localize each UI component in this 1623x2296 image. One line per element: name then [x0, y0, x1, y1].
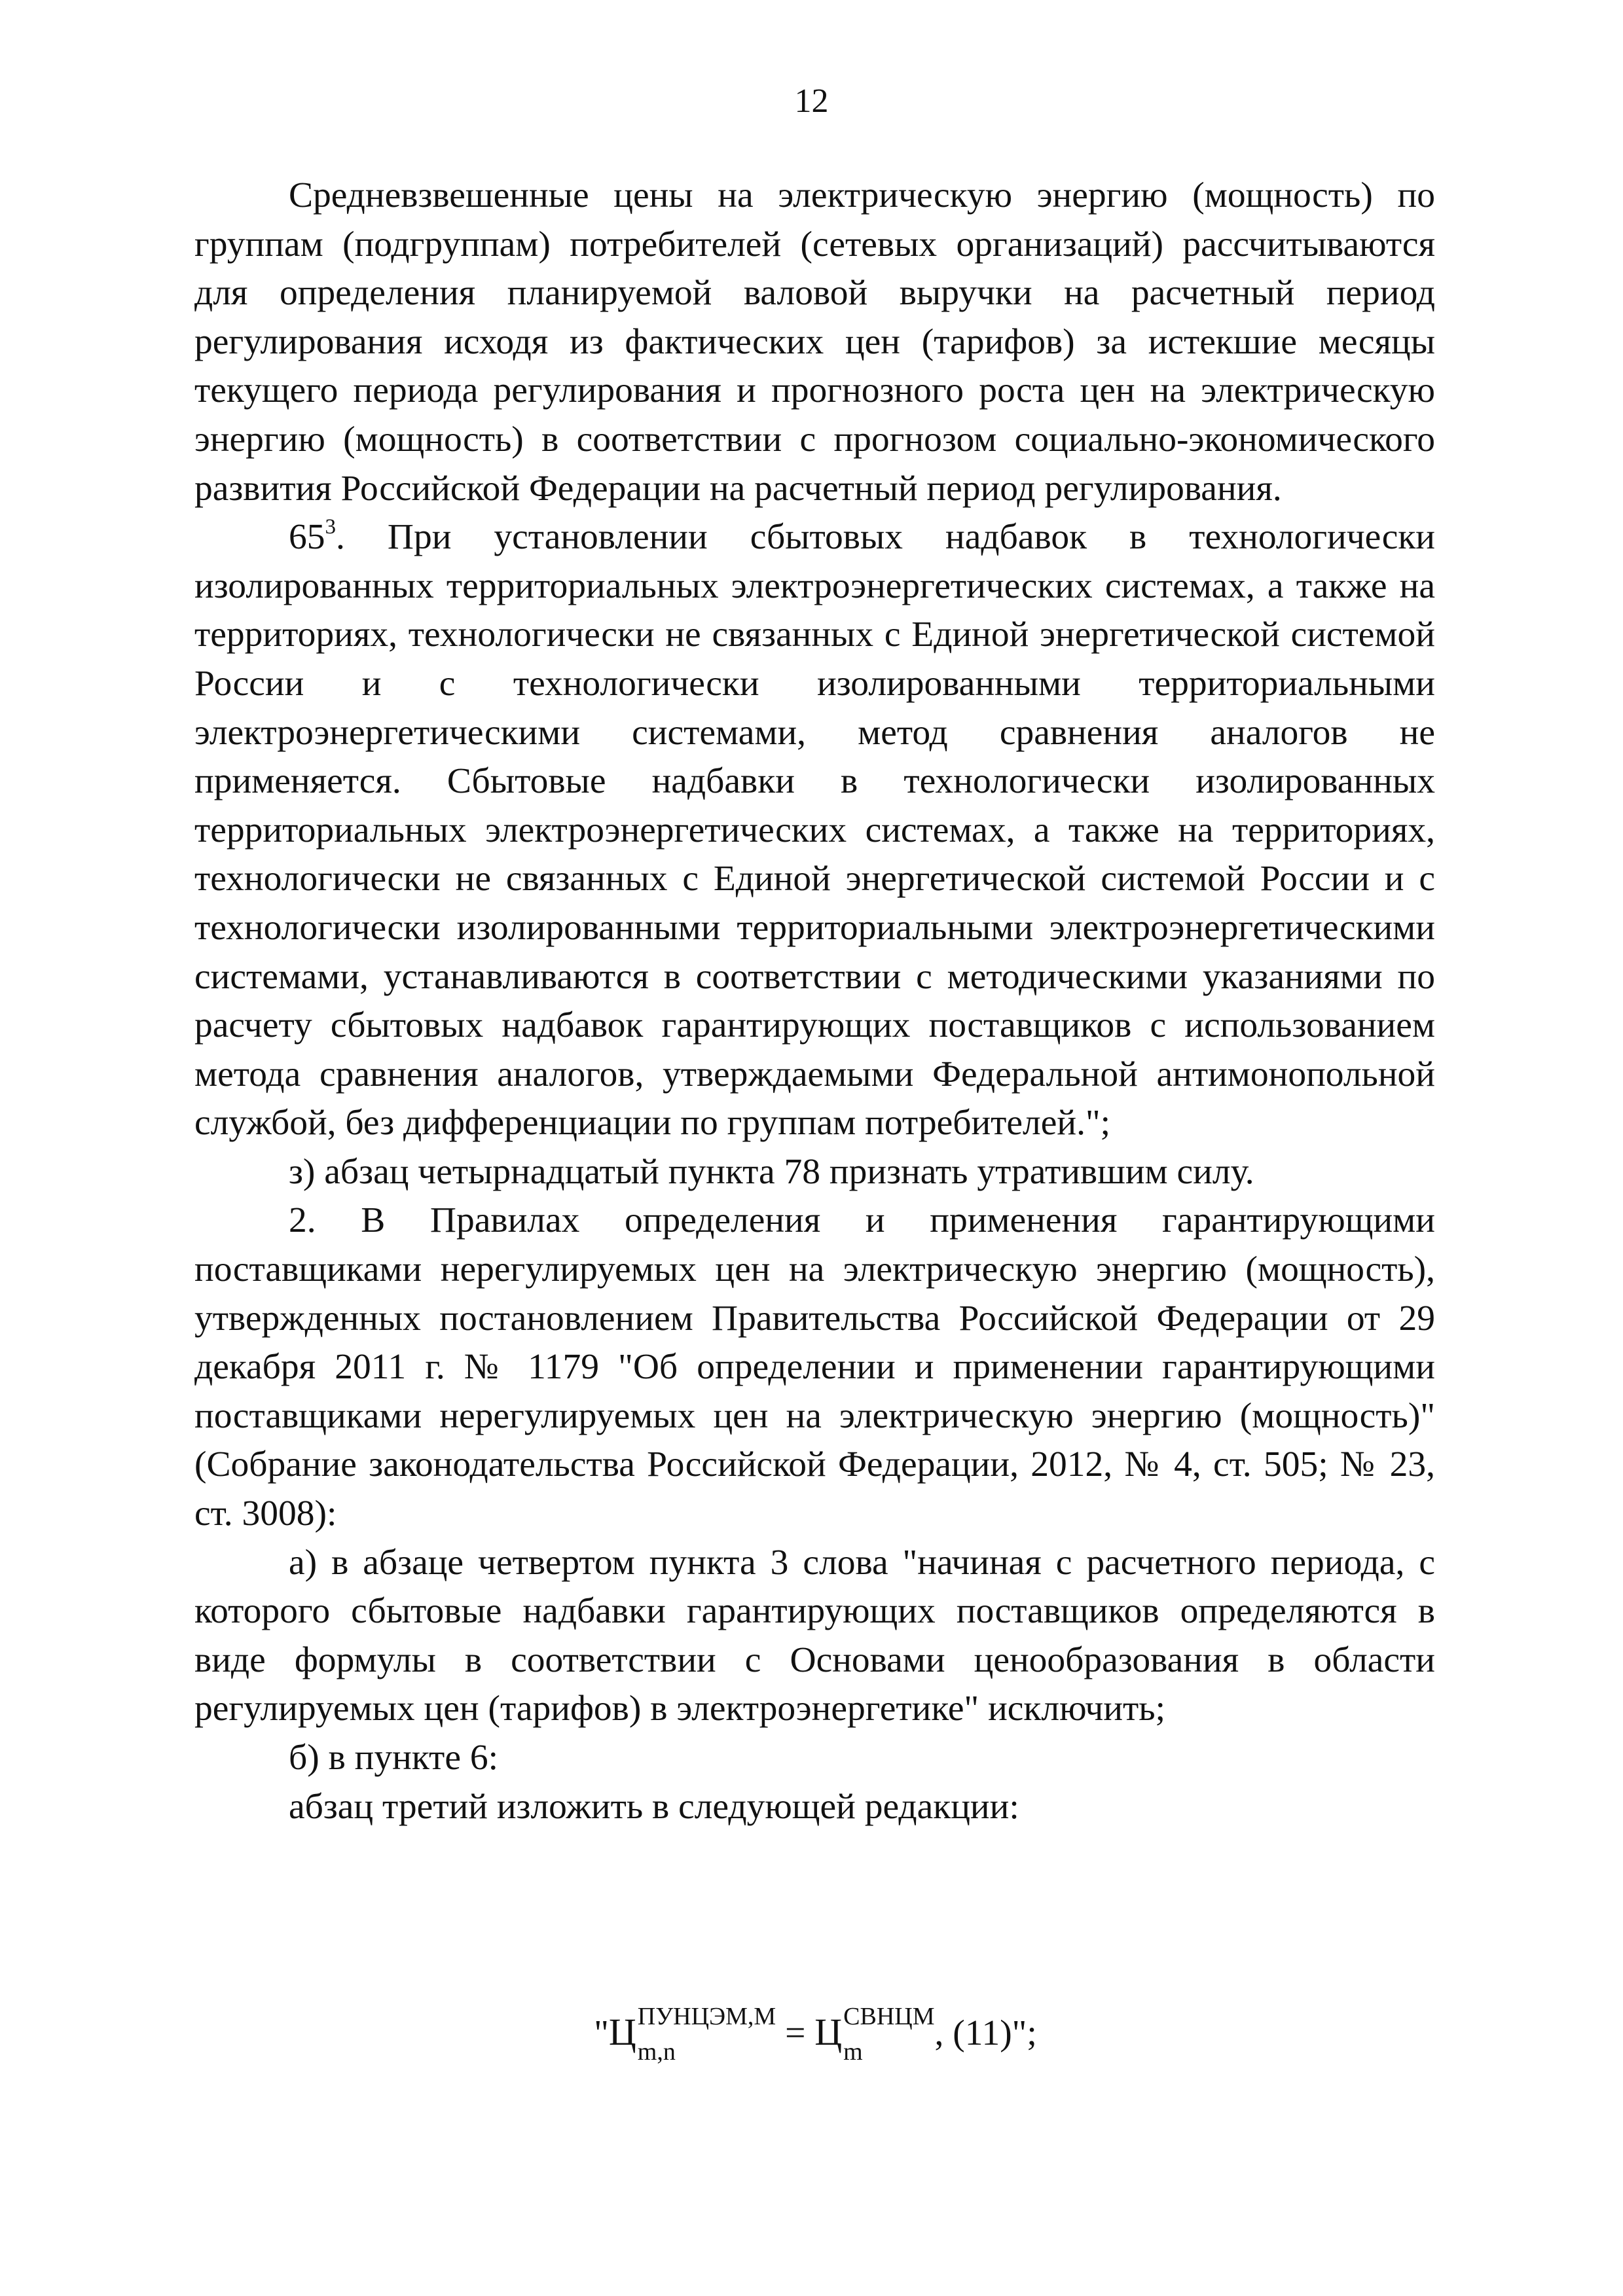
paragraph-weighted-prices: Средневзвешенные цены на электрическую энергию (мощность) по группам (подгруппам) потребителей (сетевых организаций) рассчитываются для определения планируемой валовой выручки на расчетный период регулирования исходя из фактических цен (тарифов) за истекшие месяцы текущего периода регулирования и прогнозного роста цен на электрическую энергию (мощность) в соответствии с прогнозом социально-экономического развития Российской Федерации на расчетный период регулирования. [194, 175, 1435, 509]
paragraph-number-superscript: 3 [325, 514, 336, 539]
formula-equals: = [785, 2013, 806, 2053]
paragraph-number: 65 [289, 517, 325, 558]
paragraph-item-a: а) в абзаце четвертом пункта 3 слова "начиная с расчетного периода, с которого сбытовые надбавки гарантирующих поставщиков определяются в виде формулы в соответствии с Основами ценообразования в области регулируемых цен (тарифов) в электроэнергетике" исключить; [194, 1542, 1435, 1729]
formula-lhs-superscript: ПУНЦЭМ,М [637, 2003, 776, 2031]
formula-lhs-indices [637, 2003, 776, 2066]
formula-rhs-superscript: СВНЦМ [843, 2003, 935, 2031]
formula-rhs-indices [843, 2003, 935, 2066]
formula-expression [586, 2003, 1037, 2066]
formula-lhs-subscript: m,n [637, 2038, 676, 2066]
formula-tail: , (11)"; [934, 2013, 1037, 2053]
document-body [194, 171, 1435, 1831]
formula-lhs-symbol: Ц [608, 2011, 636, 2053]
formula-open-quote: " [594, 2013, 609, 2053]
paragraph-65-3 [194, 513, 1435, 1148]
paragraph-65-3-text: . При установлении сбытовых надбавок в технологически изолированных территориальных электроэнергетических системах, а также на территориях, технологически не связанных с Единой энергетической системой России и с технологически изолированными территориальными электроэнергетическими системами, метод сравнения аналогов не применяется. Сбытовые надбавки в технологически изолированных территориальных электроэнергетических системах, а также на территориях, технологически не связанных с Единой энергетической системой России и с технологически изолированными территориальными электроэнергетическими системами, устанавливаются в соответствии с методическими указаниями по расчету сбытовых надбавок гарантирующих поставщиков с использованием метода сравнения аналогов, утверждаемыми Федеральной антимонопольной службой, без дифференциации по группам потребителей."; [194, 517, 1435, 1143]
paragraph-item-z: з) абзац четырнадцатый пункта 78 признать утратившим силу. [289, 1151, 1254, 1192]
formula-11 [0, 2003, 1623, 2066]
paragraph-item-b: б) в пункте 6: [289, 1738, 498, 1778]
paragraph-abzac-third: абзац третий изложить в следующей редакции: [289, 1786, 1019, 1827]
page-number: 12 [794, 82, 829, 120]
paragraph-item-2: 2. В Правилах определения и применения гарантирующими поставщиками нерегулируемых цен на электрическую энергию (мощность), утвержденных постановлением Правительства Российской Федерации от 29 декабря 2011 г. № 1179 "Об определении и применении гарантирующими поставщиками нерегулируемых цен на электрическую энергию (мощность)" (Собрание законодательства Российской Федерации, 2012, № 4, ст. 505; № 23, ст. 3008): [194, 1200, 1435, 1534]
formula-rhs-symbol: Ц [814, 2011, 843, 2053]
formula-rhs-subscript: m [843, 2038, 863, 2066]
